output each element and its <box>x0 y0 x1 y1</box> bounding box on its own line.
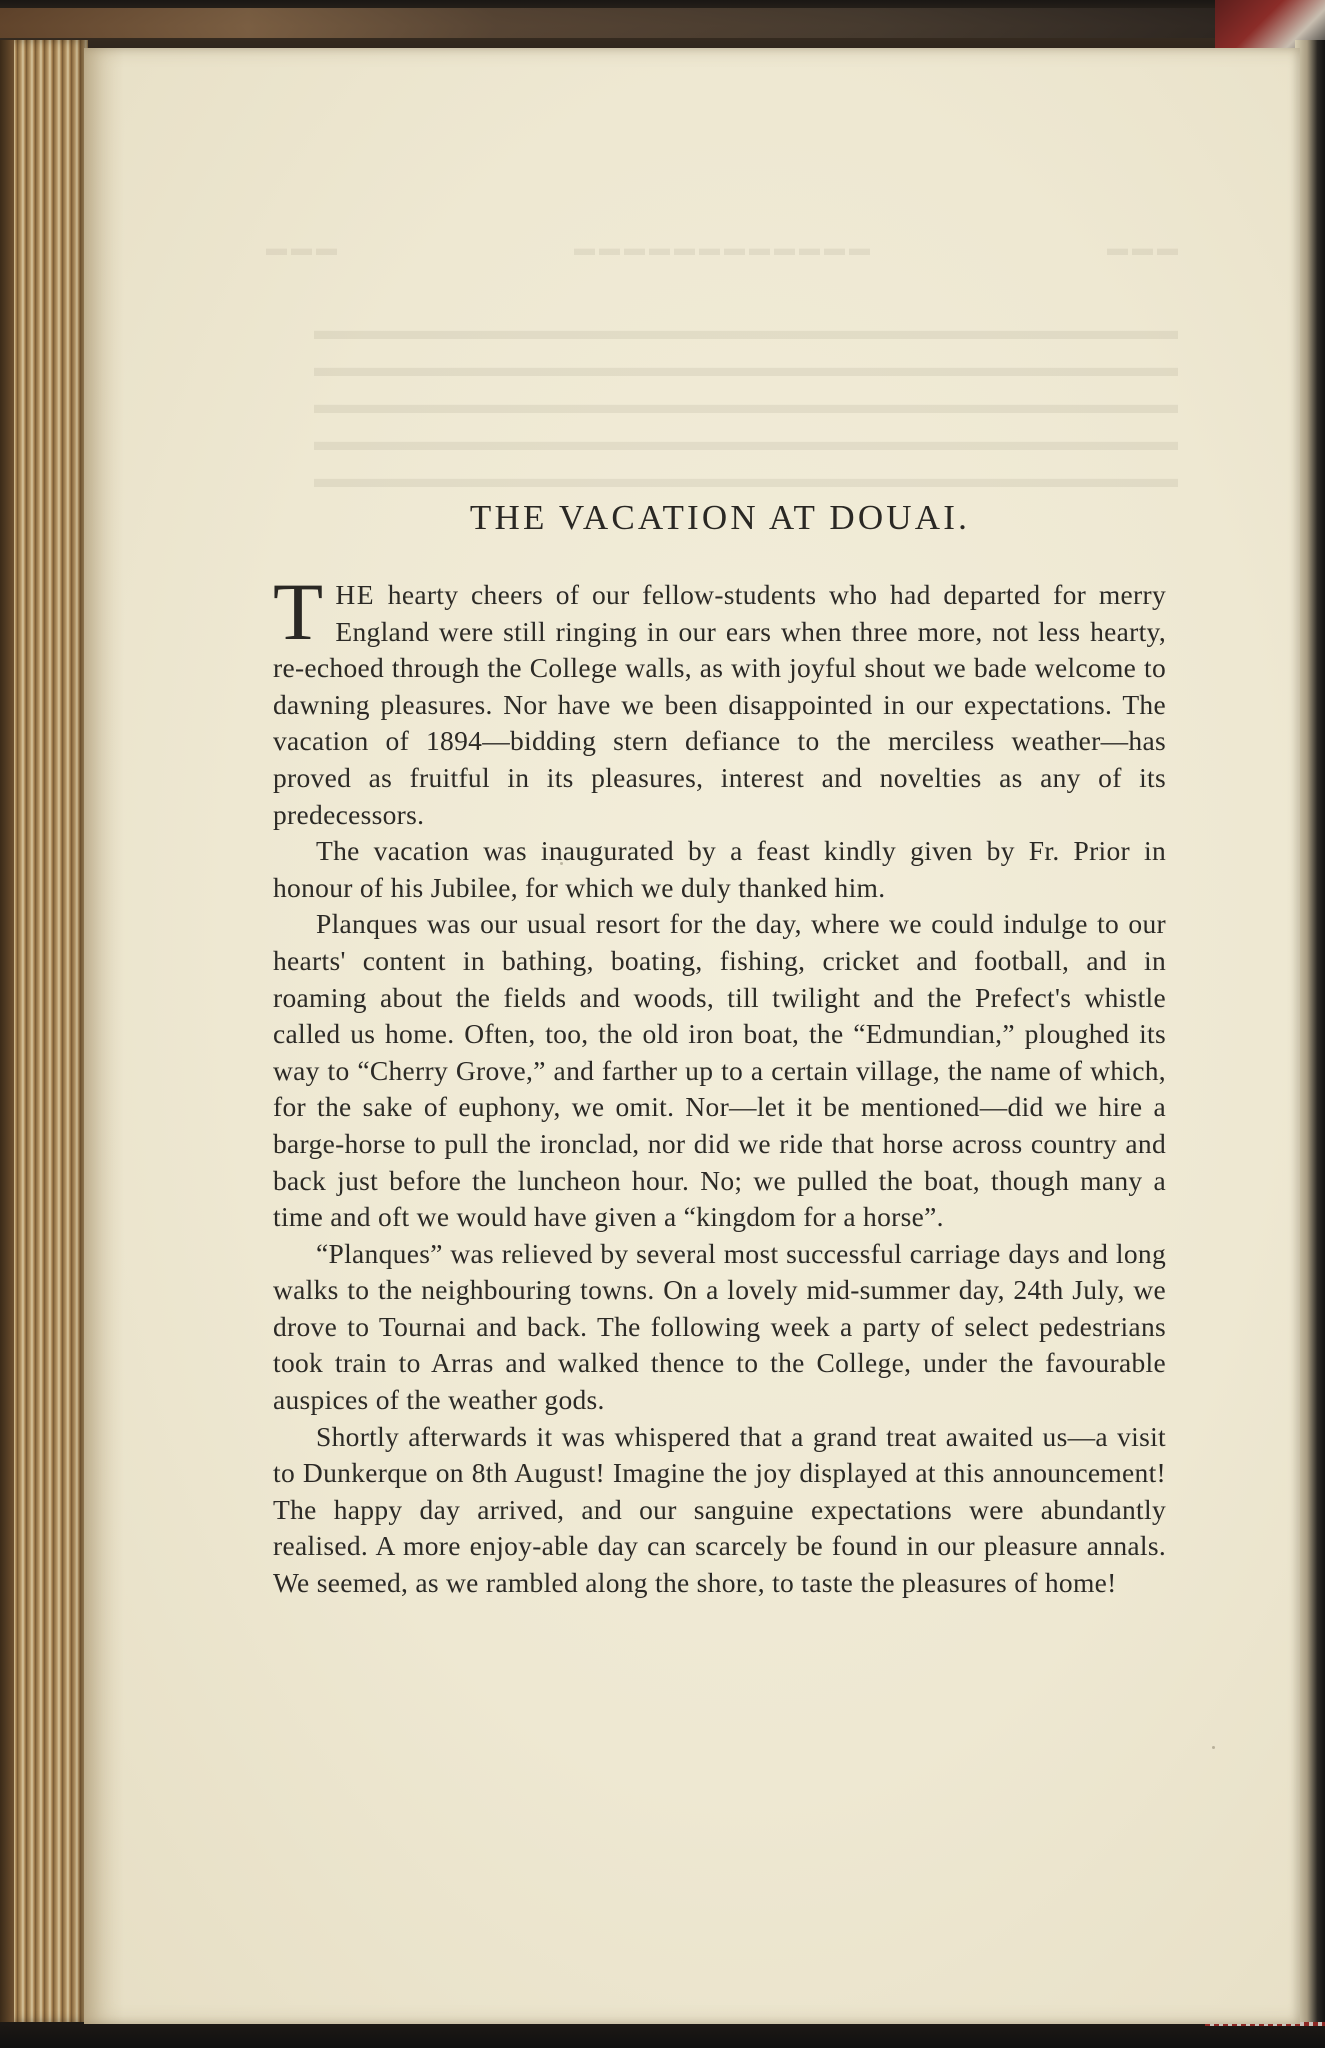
paragraph-2: The vacation was inaugurated by a feast kindly given by Fr. Prior in honour of his Jubilee, for which we duly thanked him. <box>273 835 1166 903</box>
paragraph-4: “Planques” was relieved by several most successful carriage days and long walks to the neighbouring towns. On a lovely mid-summer day, 24th July, we drove to Tournai and back. The following week a party of select pedestrians took train to Arras and walked thence to the College, under the favourable auspices of the weather gods. <box>273 1237 1166 1416</box>
article-body <box>273 566 1166 1602</box>
paper-speck <box>1212 1746 1215 1749</box>
spine-shadow <box>0 40 14 2022</box>
paper-speck <box>930 1512 933 1515</box>
drop-cap-letter: T <box>273 566 324 657</box>
paragraph-1 <box>273 566 1166 833</box>
article-title: THE VACATION AT DOUAI. <box>469 498 971 537</box>
paragraph-5: Shortly afterwards it was whispered that a grand treat awaited us—a visit to Dunkerque on 8th August! Imagine the joy displayed at this announcement! The happy day arrived, and our sanguine expectations were abundantly realised. A more enjoy-able day can scarcely be found in our pleasure annals. We seemed, as we rambled along the shore, to taste the pleasures of home! <box>273 1420 1166 1599</box>
paragraph-3: Planques was our usual resort for the day, where we could indulge to our hearts' content in bathing, boating, fishing, cricket and football, and in roaming about the fields and woods, till twilight and the Prefect's whistle called us home. Often, too, the old iron boat, the “Edmundian,” ploughed its way to “Cherry Grove,” and farther up to a certain village, the name of which, for the sake of euphony, we omit. Nor—let it be mentioned—did we hire a barge-horse to pull the ironclad, nor did we ride that horse across country and back just before the luncheon hour. No; we pulled the boat, though many a time and oft we would have given a “kingdom for a horse”. <box>273 908 1166 1233</box>
gutter-shadow <box>84 48 124 2024</box>
paragraph-1-text: hearty cheers of our fellow-students who had departed for merry England were still ringing in our ears when three more, not less hearty, re-echoed through the College walls, as with joyful shout we bade welcome to dawning pleasures. Nor have we been disappointed in our expectations. The vacation of 1894—bidding stern defiance to the merciless weather—has proved as fruitful in its pleasures, interest and novelties as any of its predecessors. <box>273 579 1166 830</box>
lead-word: HE <box>335 579 376 610</box>
paper-speck <box>560 862 563 865</box>
cover-binding-stripe <box>0 8 1240 38</box>
